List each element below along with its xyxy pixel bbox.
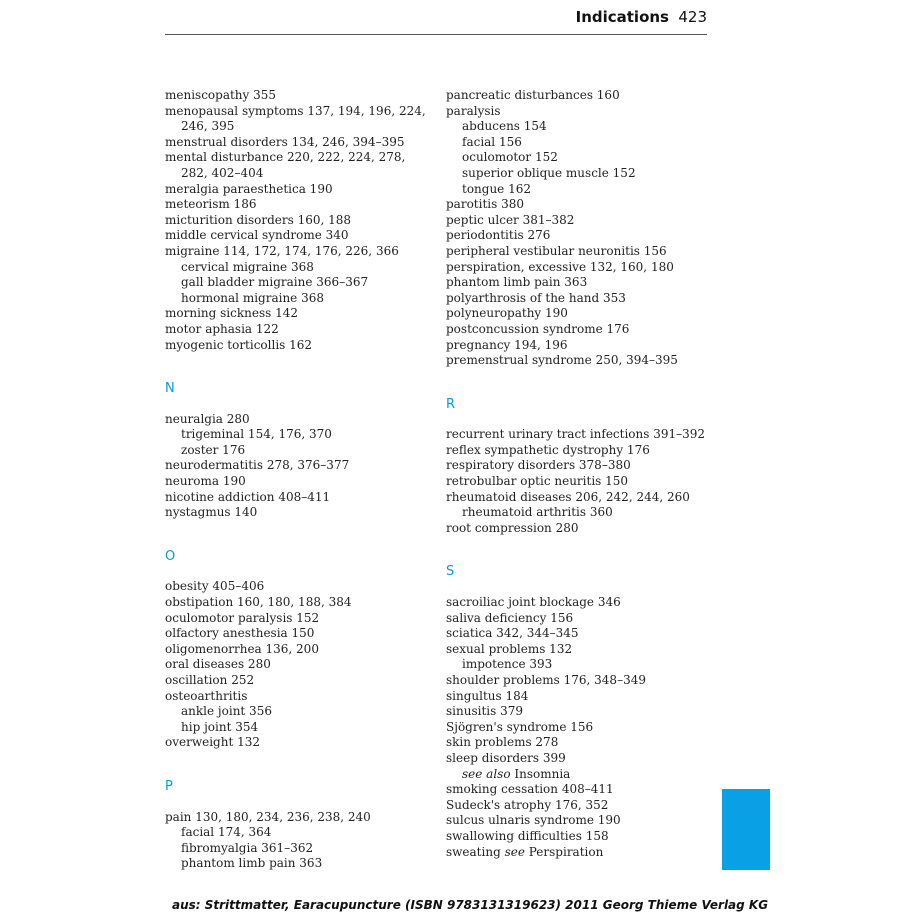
index-entry: sinusitis 379 [446,704,523,719]
index-entry: parotitis 380 [446,197,524,212]
index-entry: trigeminal 154, 176, 370 [181,427,332,442]
index-group-r [446,427,736,536]
index-entry: polyarthrosis of the hand 353 [446,290,626,305]
index-entry: recurrent urinary tract infections 391–392 [446,427,706,442]
index-entry: pancreatic disturbances 160 [446,88,620,102]
index-entry: sacroiliac joint blockage 346 [446,595,621,610]
index-entry: neuroma 190 [165,474,246,489]
index-entry: see also Insomnia [462,766,571,781]
index-entry: overweight 132 [165,735,261,750]
index-entry: rheumatoid diseases 206, 242, 244, 260 [446,489,690,504]
index-entry: swallowing difficulties 158 [446,828,609,843]
index-entry: myogenic torticollis 162 [165,337,313,352]
index-entry: phantom limb pain 363 [181,856,323,871]
index-entry: neurodermatitis 278, 376–377 [165,458,350,473]
index-entry: pregnancy 194, 196 [446,337,568,352]
index-entry: perspiration, excessive 132, 160, 180 [446,259,674,274]
index-entry: obstipation 160, 180, 188, 384 [165,595,352,610]
index-entry: menopausal symptoms 137, 194, 196, 224, [165,103,426,118]
index-group-s [446,595,736,860]
index-entry: pain 130, 180, 234, 236, 238, 240 [165,809,371,824]
index-entry: olfactory anesthesia 150 [165,626,315,641]
index-entry: neuralgia 280 [165,411,250,426]
index-entry: micturition disorders 160, 188 [165,212,352,227]
section-letter-p: P [165,778,173,794]
index-entry: skin problems 278 [446,735,559,750]
section-letter-r: R [446,396,456,412]
index-group-o [165,579,455,751]
index-entry: oculomotor paralysis 152 [165,610,320,625]
page-number: 423 [678,8,707,26]
page-header [165,6,707,35]
index-entry: impotence 393 [462,657,553,672]
index-entry: phantom limb pain 363 [446,275,588,290]
index-entry: singultus 184 [446,688,529,703]
index-entry: oscillation 252 [165,673,255,687]
index-entry: sulcus ulnaris syndrome 190 [446,813,621,828]
index-entry: tongue 162 [462,181,532,196]
index-entry: nicotine addiction 408–411 [165,489,331,504]
index-entry: mental disturbance 220, 222, 224, 278, [165,150,406,165]
index-group-p-cont [446,88,736,369]
index-entry: 282, 402–404 [181,165,264,180]
index-entry: premenstrual syndrome 250, 394–395 [446,353,678,368]
index-entry: zoster 176 [181,442,246,457]
index-entry: peripheral vestibular neuronitis 156 [446,243,667,258]
index-entry: oculomotor 152 [462,150,558,165]
index-entry: migraine 114, 172, 174, 176, 226, 366 [165,243,399,258]
index-entry: paralysis [446,103,501,118]
index-entry: hip joint 354 [181,719,259,734]
section-title: Indications [575,8,669,26]
index-entry: periodontitis 276 [446,228,551,243]
index-entry: ankle joint 356 [181,704,272,719]
index-entry: osteoarthritis [165,688,248,703]
index-entry: 246, 395 [181,119,235,134]
index-entry: oral diseases 280 [165,657,271,672]
index-entry: shoulder problems 176, 348–349 [446,673,646,687]
index-entry: reflex sympathetic dystrophy 176 [446,442,650,457]
index-entry: sweating see Perspiration [446,844,604,859]
index-entry: middle cervical syndrome 340 [165,228,349,243]
index-entry: peptic ulcer 381–382 [446,212,575,227]
index-entry: sleep disorders 399 [446,750,566,765]
index-group-n [165,412,455,521]
index-entry: gall bladder migraine 366–367 [181,275,369,290]
index-entry: postconcussion syndrome 176 [446,321,630,336]
index-entry: retrobulbar optic neuritis 150 [446,474,629,489]
index-entry: nystagmus 140 [165,505,258,520]
index-entry: obesity 405–406 [165,579,265,594]
index-entry: meralgia paraesthetica 190 [165,181,333,196]
index-group-m [165,88,455,353]
index-entry: oligomenorrhea 136, 200 [165,641,319,656]
index-entry: fibromyalgia 361–362 [181,840,314,855]
index-entry: rheumatoid arthritis 360 [462,505,613,520]
index-entry: facial 156 [462,134,522,149]
index-entry: Sjögren's syndrome 156 [446,719,594,734]
index-entry: cervical migraine 368 [181,259,314,274]
index-entry: polyneuropathy 190 [446,306,568,321]
index-entry: saliva deficiency 156 [446,610,574,625]
index-entry: meteorism 186 [165,197,257,212]
index-entry: hormonal migraine 368 [181,290,325,305]
index-group-p [165,810,455,872]
section-letter-n: N [165,381,175,397]
index-entry: root compression 280 [446,520,579,535]
index-entry: sciatica 342, 344–345 [446,626,579,641]
thumb-index-tab [722,789,770,870]
index-entry: Sudeck's atrophy 176, 352 [446,797,609,812]
index-entry: menstrual disorders 134, 246, 394–395 [165,134,405,149]
index-entry: motor aphasia 122 [165,321,279,336]
index-column-left [165,88,455,872]
index-entry: respiratory disorders 378–380 [446,458,631,473]
index-entry: sexual problems 132 [446,641,573,656]
source-footer: aus: Strittmatter, Earacupuncture (ISBN 9783131319623) 2011 Georg Thieme Verlag KG [172,898,769,912]
index-entry: abducens 154 [462,119,547,134]
index-entry: morning sickness 142 [165,306,298,321]
section-letter-o: O [165,548,176,564]
index-entry: meniscopathy 355 [165,88,277,102]
index-entry: superior oblique muscle 152 [462,165,636,180]
index-column-right [446,88,736,860]
section-letter-s: S [446,564,455,580]
index-entry: smoking cessation 408–411 [446,782,614,797]
index-entry: facial 174, 364 [181,825,272,840]
